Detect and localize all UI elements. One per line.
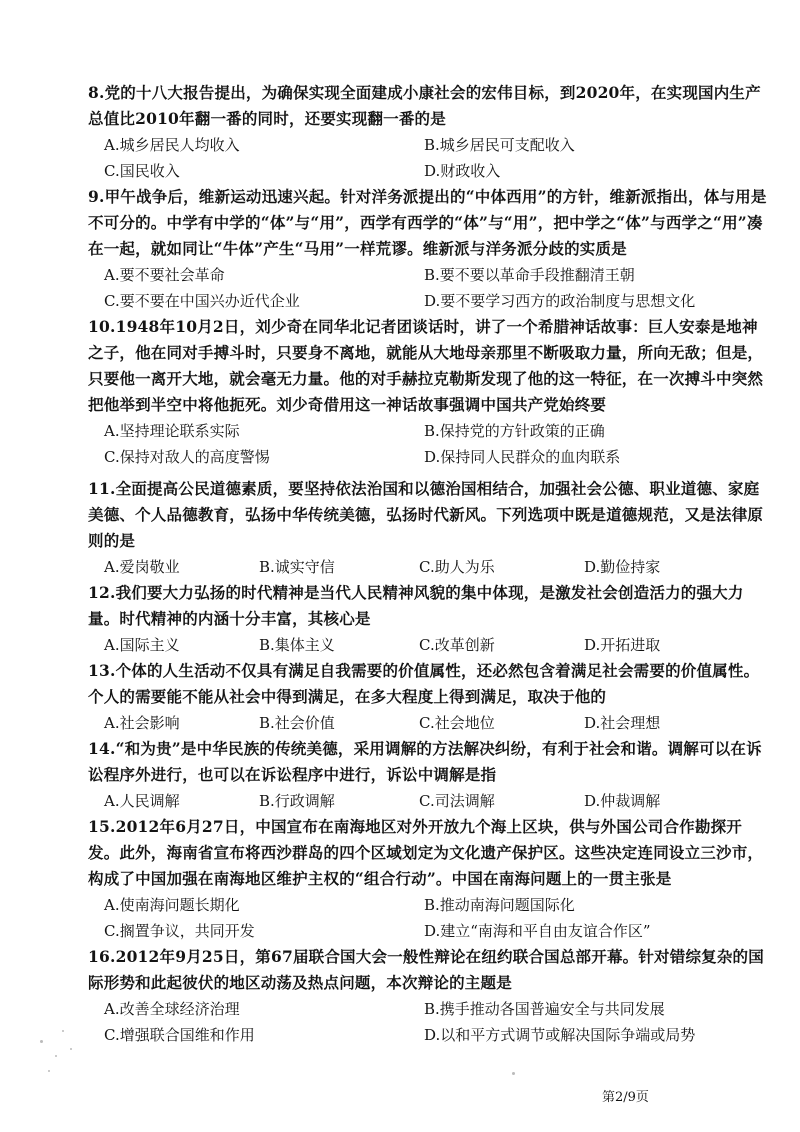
question-stem: 13.个体的人生活动不仅具有满足自我需要的价值属性，还必然包含着满足社会需要的价值属性。个人的需要能不能从社会中得到满足，在多大程度上得到满足，取决于他的 — [88, 661, 760, 706]
option-a[interactable]: A.使南海问题长期化 — [104, 896, 240, 914]
question-8 — [88, 80, 768, 184]
options — [88, 892, 768, 944]
option-d[interactable]: D.建立“南海和平自由友谊合作区” — [424, 922, 651, 940]
options — [88, 262, 768, 314]
question-stem: 10.1948年10月2日，刘少奇在同华北记者团谈话时，讲了一个希腊神话故事：巨人安泰是地神之子，他在同对手搏斗时，只要身不离地，就能从大地母亲那里不断吸取力量，所向无敌；但是，只要他一离开大地，就会毫无力量。他的对手赫拉克勒斯发现了他的这一特征，在一次搏斗中突然把他举到半空中将他扼死。刘少奇借用这一神话故事强调中国共产党始终要 — [88, 317, 764, 414]
question-stem: 11.全面提高公民道德素质，要坚持依法治国和以德治国相结合，加强社会公德、职业道德、家庭美德、个人品德教育，弘扬中华传统美德，弘扬时代新风。下列选项中既是道德规范，又是法律原则的是 — [88, 479, 764, 550]
option-b[interactable]: B.行政调解 — [259, 792, 335, 810]
question-number: 15. — [88, 817, 116, 836]
option-b[interactable]: B.推动南海问题国际化 — [424, 896, 575, 914]
option-c[interactable]: C.改革创新 — [419, 636, 495, 654]
option-b[interactable]: B.集体主义 — [259, 636, 335, 654]
option-d[interactable]: D.开拓进取 — [584, 636, 661, 654]
question-10 — [88, 314, 768, 470]
option-d[interactable]: D.仲裁调解 — [584, 792, 661, 810]
option-a[interactable]: A.社会影响 — [104, 714, 180, 732]
question-number: 9. — [88, 187, 105, 206]
question-stem: 16.2012年9月25日，第67届联合国大会一般性辩论在纽约联合国总部开幕。针对错综复杂的国际形势和此起彼伏的地区动荡及热点问题，本次辩论的主题是 — [88, 947, 764, 992]
option-c[interactable]: C.搁置争议，共同开发 — [104, 922, 255, 940]
question-number: 16. — [88, 947, 116, 966]
option-a[interactable]: A.坚持理论联系实际 — [104, 422, 240, 440]
question-9 — [88, 184, 768, 314]
question-number: 13. — [88, 661, 116, 680]
option-b[interactable]: B.保持党的方针政策的正确 — [424, 422, 605, 440]
option-d[interactable]: D.保持同人民群众的血肉联系 — [424, 448, 621, 466]
option-b[interactable]: B.诚实守信 — [259, 558, 335, 576]
question-13 — [88, 658, 768, 736]
option-b[interactable]: B.携手推动各国普遍安全与共同发展 — [424, 1000, 665, 1018]
question-number: 11. — [88, 479, 116, 498]
option-c[interactable]: C.保持对敌人的高度警惕 — [104, 448, 270, 466]
options — [88, 788, 768, 814]
option-a[interactable]: A.人民调解 — [104, 792, 180, 810]
page-number: 第2/9页 — [602, 1090, 649, 1105]
option-c[interactable]: C.国民收入 — [104, 162, 180, 180]
option-a[interactable]: A.国际主义 — [104, 636, 180, 654]
question-14 — [88, 736, 768, 814]
question-number: 12. — [88, 583, 116, 602]
option-c[interactable]: C.增强联合国维和作用 — [104, 1026, 255, 1044]
options — [88, 554, 768, 580]
options — [88, 418, 768, 470]
option-d[interactable]: D.社会理想 — [584, 714, 661, 732]
option-c[interactable]: C.司法调解 — [419, 792, 495, 810]
options — [88, 996, 768, 1048]
options — [88, 632, 768, 658]
option-d[interactable]: D.要不要学习西方的政治制度与思想文化 — [424, 292, 696, 310]
question-11 — [88, 476, 768, 580]
option-a[interactable]: A.要不要社会革命 — [104, 266, 225, 284]
question-stem: 14.“和为贵”是中华民族的传统美德，采用调解的方法解决纠纷，有利于社会和谐。调解可以在诉讼程序外进行，也可以在诉讼程序中进行，诉讼中调解是指 — [88, 739, 762, 784]
question-number: 14. — [88, 739, 116, 758]
options — [88, 132, 768, 184]
option-a[interactable]: A.改善全球经济治理 — [104, 1000, 240, 1018]
options — [88, 710, 768, 736]
option-d[interactable]: D.财政收入 — [424, 162, 501, 180]
option-b[interactable]: B.社会价值 — [259, 714, 335, 732]
question-stem: 9.甲午战争后，维新运动迅速兴起。针对洋务派提出的“中体西用”的方针，维新派指出，体与用是不可分的。中学有中学的“体”与“用”，西学有西学的“体”与“用”，把中学之“体”与西学之“用”凑在一起，就如同让“牛体”产生“马用”一样荒谬。维新派与洋务派分歧的实质是 — [88, 187, 767, 258]
question-12 — [88, 580, 768, 658]
question-16 — [88, 944, 768, 1048]
option-c[interactable]: C.助人为乐 — [419, 558, 495, 576]
question-number: 10. — [88, 317, 116, 336]
option-b[interactable]: B.城乡居民可支配收入 — [424, 136, 575, 154]
option-b[interactable]: B.要不要以革命手段推翻清王朝 — [424, 266, 635, 284]
question-stem: 8.党的十八大报告提出，为确保实现全面建成小康社会的宏伟目标，到2020年，在实现国内生产总值比2010年翻一番的同时，还要实现翻一番的是 — [88, 83, 761, 128]
option-d[interactable]: D.以和平方式调节或解决国际争端或局势 — [424, 1026, 696, 1044]
question-stem: 12.我们要大力弘扬的时代精神是当代人民精神风貌的集中体现，是激发社会创造活力的强大力量。时代精神的内涵十分丰富，其核心是 — [88, 583, 744, 628]
option-c[interactable]: C.社会地位 — [419, 714, 495, 732]
option-a[interactable]: A.城乡居民人均收入 — [104, 136, 240, 154]
question-15 — [88, 814, 768, 944]
question-number: 8. — [88, 83, 105, 102]
option-c[interactable]: C.要不要在中国兴办近代企业 — [104, 292, 300, 310]
option-d[interactable]: D.勤俭持家 — [584, 558, 661, 576]
option-a[interactable]: A.爱岗敬业 — [104, 558, 180, 576]
question-stem: 15.2012年6月27日，中国宣布在南海地区对外开放九个海上区块，供与外国公司合作勘探开发。此外，海南省宣布将西沙群岛的四个区域划定为文化遗产保护区。这些决定连同设立三沙市，构成了中国加强在南海地区维护主权的“组合行动”。中国在南海问题上的一贯主张是 — [88, 817, 764, 888]
